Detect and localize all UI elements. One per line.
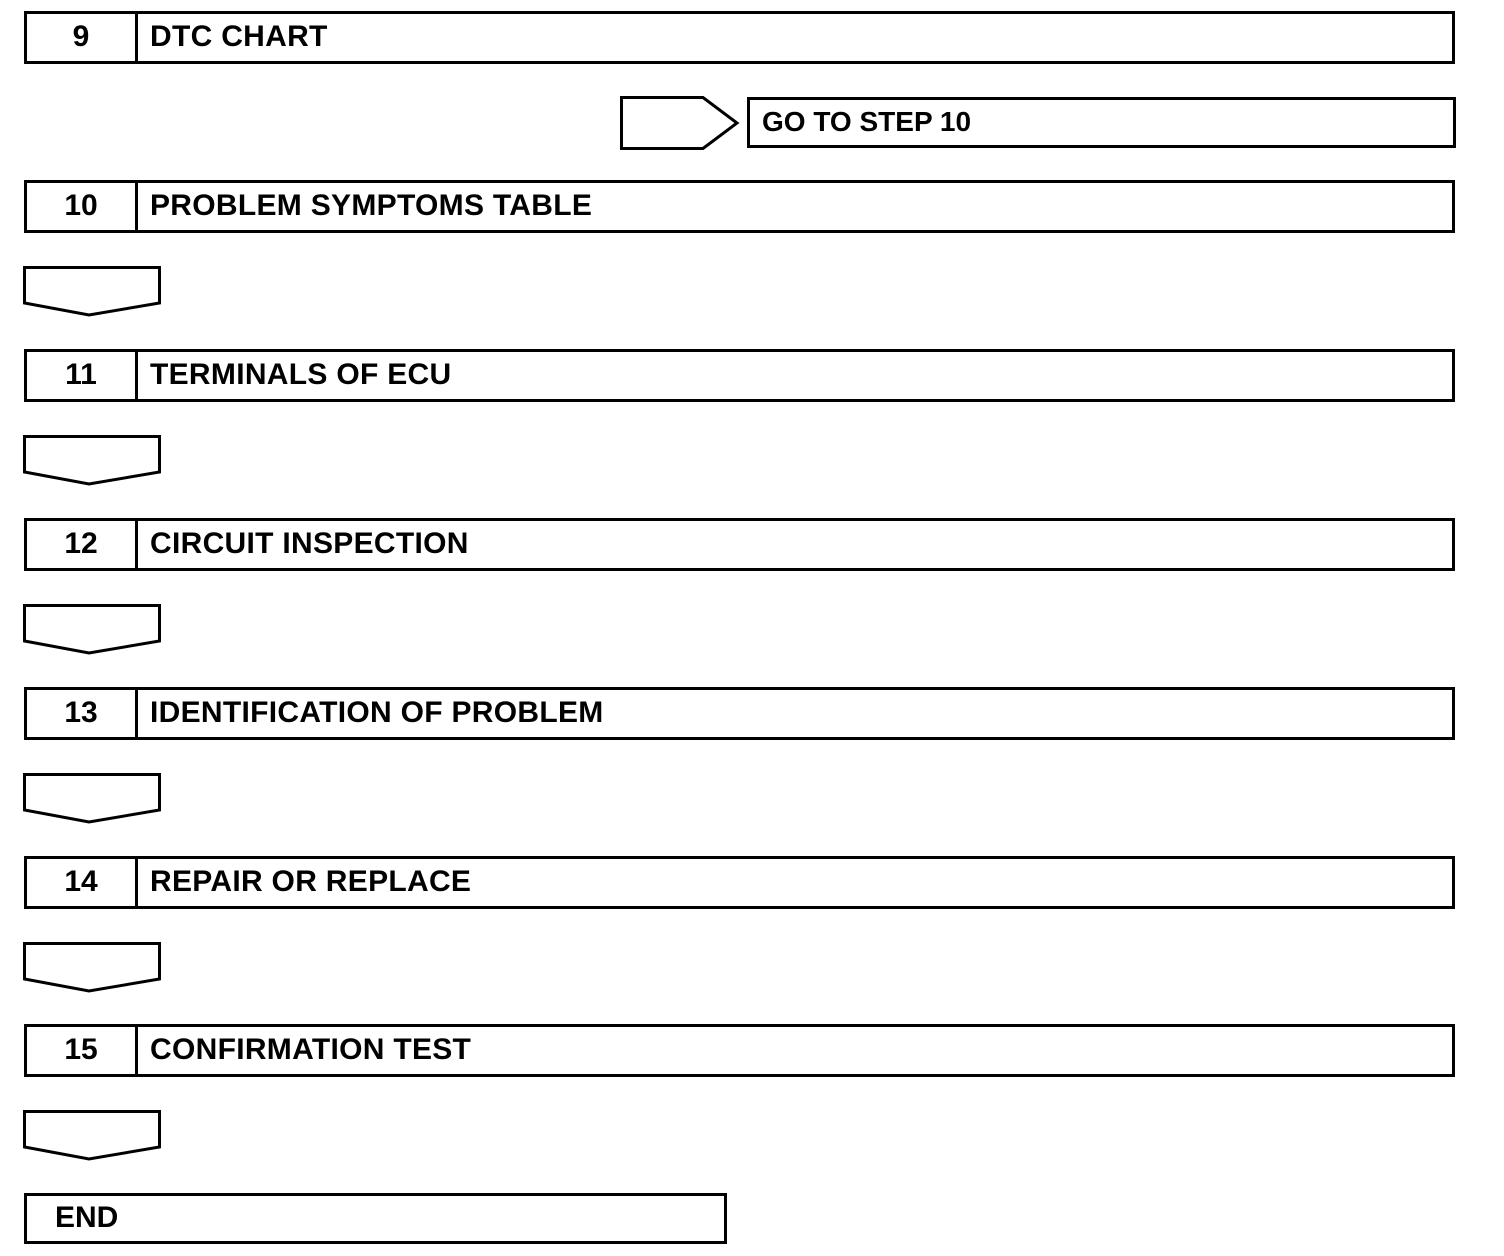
arrow-down-icon: [22, 434, 162, 486]
step-14: [24, 856, 1455, 909]
step-12: [24, 518, 1455, 571]
step-13: [24, 687, 1455, 740]
arrow-right-icon: [619, 95, 745, 151]
step-number: 15: [27, 1027, 138, 1074]
arrow-down-icon: [22, 941, 162, 993]
step-label: IDENTIFICATION OF PROBLEM: [150, 695, 604, 729]
step-number: 10: [27, 183, 138, 230]
step-10: [24, 180, 1455, 233]
goto-step-box: [747, 97, 1456, 148]
end-label: END: [55, 1200, 119, 1234]
step-label: CIRCUIT INSPECTION: [150, 526, 469, 560]
arrow-down-icon: [22, 772, 162, 824]
step-number: 11: [27, 352, 138, 399]
step-number: 9: [27, 14, 138, 61]
step-label: DTC CHART: [150, 19, 328, 53]
step-number: 13: [27, 690, 138, 737]
step-label: CONFIRMATION TEST: [150, 1032, 472, 1066]
step-number: 12: [27, 521, 138, 568]
step-11: [24, 349, 1455, 402]
step-number: 14: [27, 859, 138, 906]
goto-label: GO TO STEP 10: [762, 105, 972, 137]
step-label: PROBLEM SYMPTOMS TABLE: [150, 188, 593, 222]
arrow-down-icon: [22, 1109, 162, 1161]
arrow-down-icon: [22, 603, 162, 655]
step-15: [24, 1024, 1455, 1077]
step-9: [24, 11, 1455, 64]
step-label: TERMINALS OF ECU: [150, 357, 452, 391]
step-label: REPAIR OR REPLACE: [150, 864, 472, 898]
end-box: [24, 1193, 727, 1244]
arrow-down-icon: [22, 265, 162, 317]
